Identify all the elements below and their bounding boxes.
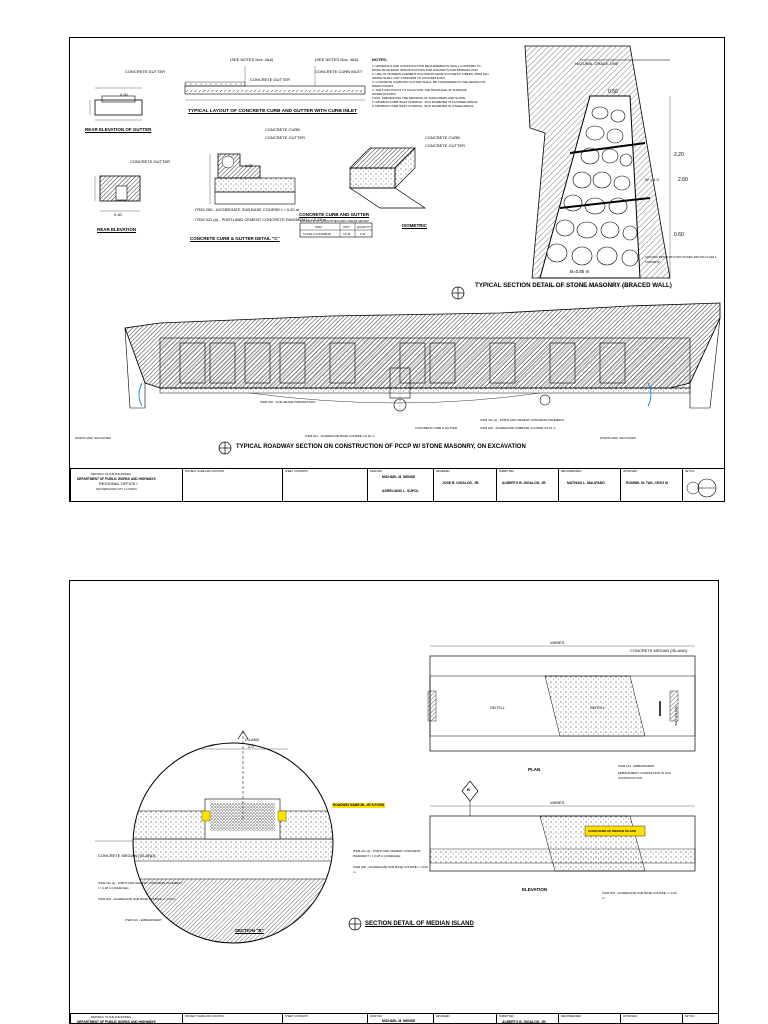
label-island-top: ISLAND	[245, 737, 260, 742]
roadway-title: TYPICAL ROADWAY SECTION ON CONSTRUCTION OF PCCP W/ STONE MASONRY, ON EXCAVATION	[236, 444, 526, 450]
roadway-label-subgrade: ITEM 200 - SUB-GRADE PREPARATION	[260, 400, 316, 404]
rear-elevation-drawing	[95, 176, 140, 211]
plan-title: PLAN	[528, 767, 541, 772]
note-line: 6. MINIMUM CURB INLET INTERVAL: 50 M DIAMETER IN OTHER AREAS.	[372, 104, 475, 108]
roadway-label-right-shoulder: (PORTLAND) SHOULDER	[600, 436, 636, 440]
label-dim-040: 0.40	[114, 212, 122, 217]
label-fill-b: GB FILL	[590, 705, 605, 710]
roadway-label-pccp: ITEM 311 (a) - PORTLAND CEMENT CONCRETE PAVEMENT	[480, 418, 565, 422]
label-gutter-iso: CONCRETE GUTTER	[425, 143, 465, 148]
roadway-label-agg-base: ITEM 201 - AGGREGATE BASE COURSE t=0.20 m	[305, 434, 375, 438]
tb-cap-recommended: RECOMMENDED:	[561, 470, 582, 473]
tb2-cap-drafted: DRAFTED:	[370, 1015, 383, 1018]
quantities-cell-unit: CU.M.	[343, 232, 351, 236]
tb2-cap-set: SET NO.	[685, 1015, 695, 1018]
label-embankment-plan: ITEM 104 - EMBANKMENT	[618, 764, 655, 768]
tb-recommended-name: MATHIAS L. MALIPANO	[567, 481, 605, 485]
label-embankment: ITEM 104 - EMBANKMENT	[125, 918, 162, 922]
note-line: 2. USE OF NONREPLACEMENT POLYPROPYLENE SYNTHETIC FIBERS (ITEM 311),	[372, 72, 490, 76]
label-dim-260: 2.60	[678, 177, 688, 183]
drawing-sheet-2	[69, 580, 719, 1024]
quantities-header-qty: QUANTITY	[357, 225, 372, 229]
label-dim-base: B=0.85 m	[570, 269, 590, 274]
highlight-label-a: ROADWAY NAME ML. W/ S.P.2000	[333, 803, 385, 807]
roadway-label-left-shoulder: (PORTLAND) SHOULDER	[75, 436, 111, 440]
label-subbase-left: ITEM 200 - AGGREGATE SUB BASE COURSE t = 0.20 m	[98, 897, 177, 901]
tb-submitted-cell	[497, 469, 559, 502]
label-pccp: ITEM 311 (a) - PORTLAND CEMENT CONCRETE PAVEMENT t = 0.28 m	[195, 217, 327, 222]
label-stone-note: GROUTED RIPRAP WITH 60% STONES AND 40% CLASS A CONCRETE	[645, 256, 717, 264]
section-b-drawing	[95, 731, 340, 949]
tb-cap-project: PROJECT NAME AND LOCATION:	[185, 470, 225, 473]
elevation-drawing	[430, 806, 695, 871]
label-concrete-gutter-layout: CONCRETE GUTTER	[250, 77, 290, 82]
label-see-notes-b: (SEE NOTES Nos. 4&6)	[315, 57, 359, 62]
label-median-left: CONCRETE MEDIAN (ISLAND)	[98, 853, 156, 858]
tb2-approved-cell	[621, 1014, 683, 1024]
note-line: 5. MINIMUM CURB INLET INTERVAL: 15 M DIAMETER IN FLOODED AREAS.	[372, 100, 479, 104]
label-varies-plan: VARIES	[550, 640, 565, 645]
note-line: 3. CONCRETE CURB AND GUTTER SHALL BE CONSIDERED IN THE DESIGN OF	[372, 80, 486, 84]
note-line: 4. THE FUNCTION IS TO FACILITATE THE DRAINAGE OF SURFACE	[372, 88, 467, 92]
roadway-section-drawing	[125, 303, 720, 454]
tb-approved-name: RONNEL M. TAN, CESO III	[626, 481, 668, 485]
roadway-label-subbase: ITEM 200 - AGGREGATE SUBBASE COURSE t=0.15 m	[480, 426, 556, 430]
tb-cap-drafted: DRAFTED:	[370, 470, 383, 473]
tb-reviewed-cell	[434, 469, 497, 502]
tb-cap-reviewed: REVIEWED:	[436, 470, 451, 473]
note-line: PAVED ROADS.	[372, 84, 395, 88]
label-dim-220: 2.20	[674, 152, 684, 158]
tb2-cap-reviewed: REVIEWED:	[436, 1015, 451, 1018]
quantities-title: CONCRETE CURB AND GUTTER	[299, 212, 370, 217]
tb-agency-cell	[71, 469, 183, 502]
tb-checked-name: ADRELIANO L. SUPOL	[382, 489, 419, 493]
label-subbase-elev: ITEM 200 - AGGREGATE SUB BASE COURSE t = 0.20 m	[602, 891, 677, 900]
quantities-cell-item: CLASS A CONCRETE	[303, 232, 331, 236]
tb2-agency-line2: DEPARTMENT OF PUBLIC WORKS AND HIGHWAYS	[77, 1020, 156, 1024]
isometric-drawing	[350, 148, 425, 208]
tb2-drafted-cell	[368, 1014, 434, 1024]
label-fill-a: GB FILL	[490, 705, 505, 710]
tb-sheet-number-symbol	[683, 469, 725, 502]
label-varies-elev: VARIES	[550, 800, 565, 805]
label-pccp-left: ITEM 311 (a) - PORTLAND CEMENT CONCRETE PAVEMENT t = 0.28 m (AVERAGE)	[98, 881, 183, 890]
detail-c-drawing	[210, 154, 295, 204]
tb-set-cell	[683, 469, 725, 502]
median-island-title: SECTION DETAIL OF MEDIAN ISLAND	[365, 921, 474, 927]
layout-title: TYPICAL LAYOUT OF CONCRETE CURB AND GUTTER WITH CURB INLET	[188, 109, 358, 114]
label-concrete-gutter-b: CONCRETE GUTTER	[130, 159, 170, 164]
label-concrete-curb-inlet: CONCRETE CURB INLET	[315, 69, 363, 74]
label-curb-iso: CONCRETE CURB	[425, 135, 460, 140]
tb2-submitted-cell	[497, 1014, 559, 1024]
tb2-recommended-cell	[559, 1014, 621, 1024]
tb2-agency-line1: REPUBLIC OF THE PHILIPPINES	[91, 1016, 131, 1019]
label-natural-grade: NATURAL GRADE LINE	[575, 61, 619, 66]
label-pccp-section: ITEM 311 (a) - PORTLAND CEMENT CONCRETE PAVEMENT t = 0.28 m (AVERAGE)	[353, 849, 421, 858]
elevation-title: ELEVATION	[522, 887, 548, 892]
quantities-cell-qty: 0.11	[360, 232, 366, 236]
detail-c-title: CONCRETE CURB & GUTTER DETAIL "C"	[190, 236, 280, 241]
tb-agency-line4: SAN FERNANDO CITY, LA UNION	[96, 488, 137, 491]
b-marker-label: B	[467, 787, 470, 792]
tb2-sheet-cell	[283, 1014, 368, 1024]
plan-drawing	[428, 646, 695, 751]
stone-masonry-title: TYPICAL SECTION DETAIL OF STONE MASONRY (BRACED WALL)	[475, 282, 672, 289]
tb-agency-line1: REPUBLIC OF THE PHILIPPINES	[91, 473, 131, 476]
rear-elevation-title: REAR ELEVATION	[97, 227, 137, 232]
label-dim-060: 0.60	[674, 232, 684, 238]
section-b-title: SECTION "B"	[235, 928, 264, 933]
tb2-agency-cell	[71, 1014, 183, 1024]
label-gutter-detail: CONCRETE GUTTER	[265, 135, 305, 140]
tb2-drafted-name: MICHAEL M. MENDE	[382, 1019, 416, 1023]
rear-elevation-gutter-drawing	[90, 88, 142, 120]
tb-approved-cell	[621, 469, 683, 502]
tb-submitted-name: ALBERTO B. DIGALOD, JR.	[502, 481, 547, 485]
tb-drafted-name: MICHAEL M. MENDE	[382, 475, 416, 479]
tb2-cap-submitted: SUBMITTED:	[499, 1015, 515, 1018]
label-embankment-note: EMBANKMENT COMPACTION IN PCS CONSTRUCTION	[618, 771, 671, 780]
note-line: WATER SHALL NOT CONFORM TO CONCRETE MIX.	[372, 76, 446, 80]
label-subbase-section: ITEM 200 - AGGREGATE SUB BASE COURSE t = 0.20 m	[353, 865, 428, 874]
label-dim-2: 2.0	[248, 744, 254, 749]
b-marker-symbol	[462, 781, 478, 816]
label-dim-025: 0.25	[245, 163, 253, 168]
quantities-header-item: ITEM	[315, 225, 322, 229]
note-line: 1. MATERIALS AND CONSTRUCTION REQUIREMENTS SHALL CONFORM TO	[372, 64, 481, 68]
tb-recommended-cell	[559, 469, 621, 502]
isometric-title: ISOMETRIC	[402, 223, 428, 228]
tb2-set-cell	[683, 1014, 719, 1024]
label-see-notes-a: (SEE NOTES Nos. 4&6)	[230, 57, 274, 62]
tb-cap-approved: APPROVED:	[623, 470, 638, 473]
tb-agency-line2: DEPARTMENT OF PUBLIC WORKS AND HIGHWAYS	[77, 477, 156, 481]
label-center-line: CENTER LINE	[674, 706, 678, 726]
note-line: WATER RUNOFF.	[372, 92, 397, 96]
label-curb-detail: CONCRETE CURB	[265, 127, 300, 132]
title-block-2	[70, 1013, 719, 1024]
label-dim-h: W = 1.0	[645, 177, 659, 182]
label-concrete-gutter-a: CONCRETE GUTTER	[125, 69, 165, 74]
note-line: DPWH BLUE BOOK SPECIFICATIONS FOR HIGHWAYS AND BRIDGES 2013.	[372, 68, 479, 72]
tb-agency-line3: REGIONAL OFFICE I	[99, 481, 138, 486]
tb2-cap-recommended: RECOMMENDED:	[561, 1015, 582, 1018]
note-line: THUS, PREVENTING THE EROSION OF SHOULDERS AND SLOPE.	[372, 96, 466, 100]
drawing-sheet-1	[69, 37, 725, 502]
label-median-island: CONCRETE MEDIAN (ISLAND)	[630, 648, 688, 653]
tb2-cap-sheet: SHEET CONTENTS:	[285, 1015, 309, 1018]
tb-cap-sheet: SHEET CONTENTS:	[285, 470, 309, 473]
tb-sheet-cell	[283, 469, 368, 502]
quantities-header-unit: UNIT	[343, 225, 350, 229]
label-dim-050: 0.50	[120, 92, 128, 97]
label-dim-050-stone: 0.50	[608, 89, 618, 95]
tb-cap-set: SET NO.	[685, 470, 695, 473]
tb-project-cell	[183, 469, 283, 502]
roadway-label-curb: CONCRETE CURB & GUTTER	[415, 426, 458, 430]
tb2-cap-project: PROJECT NAME AND LOCATION:	[185, 1015, 225, 1018]
tb2-submitted-name: ALBERTO B. DIGALOD, JR.	[502, 1020, 547, 1024]
tb-reviewed-name: JOSE B. DIGALOD, JR.	[442, 481, 480, 485]
tb-cap-submitted: SUBMITTED:	[499, 470, 515, 473]
tb-drafted-cell	[368, 469, 434, 502]
tb2-reviewed-cell	[434, 1014, 497, 1024]
rear-elevation-gutter-title: REAR ELEVATION OF GUTTER	[85, 127, 152, 132]
title-block-1	[70, 468, 725, 502]
label-subbase: ITEM 200 - AGGREGATE SUB BASE COURSE t = 0.20 m	[195, 207, 300, 212]
highlight-label-b: CURB NAME OF MEDIAN ISLAND	[588, 829, 636, 833]
sheet-2-drawing	[70, 581, 719, 1024]
tb2-cap-approved: APPROVED:	[623, 1015, 638, 1018]
quantities-sub: ESTIMATE OF QUANTITIES PER LINEAR METER	[300, 219, 369, 223]
tb2-project-cell	[183, 1014, 283, 1024]
notes-title: NOTES:	[372, 57, 388, 62]
